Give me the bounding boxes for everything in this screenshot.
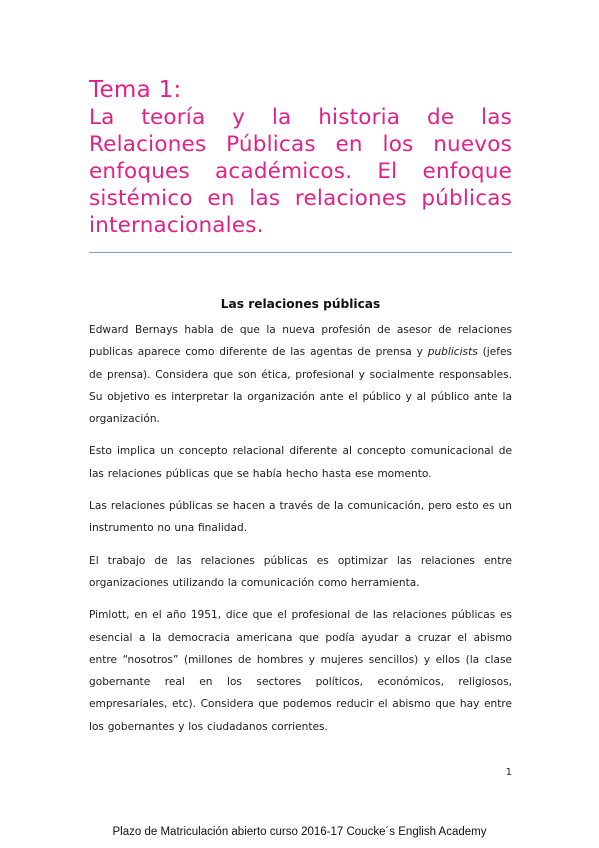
page-footer: Plazo de Matriculación abierto curso 2016-17 Coucke´s English Academy [112, 826, 487, 838]
emphasis-text: publicists [427, 346, 478, 359]
paragraph: Pimlott, en el año 1951, dice que el profesional de las relaciones públicas es esencial a la democracia americana que podía ayudar a cruzar el abismo entre “nosotros” (millones de hombres y mujeres sencillos) y ellos (la clase gobernante real en los sectores políticos, económicos, religiosos, empresariales, etc). Considera que podemos reducir el abismo que hay entre los gobernantes y los ciudadanos corrientes. [89, 609, 512, 733]
body-text [89, 319, 512, 748]
paragraph [89, 319, 512, 430]
page-number: 1 [505, 767, 512, 778]
section-heading: Las relaciones públicas [220, 297, 381, 311]
title-block [89, 76, 512, 239]
page-title: La teoría y la historia de las Relaciones Públicas en los nuevos enfoques académicos. El enfoque sistémico en las relaciones públicas internacionales. [89, 105, 512, 238]
title-divider [89, 252, 512, 253]
paragraph-text: (jefes de prensa). Considera que son ética, profesional y socialmente responsables. Su objetivo es interpretar la organización ante el público y al público ante la organización. [89, 346, 512, 426]
paragraph-text: Edward Bernays habla de que la nueva profesión de asesor de relaciones publicas aparece como diferente de las agentas de prensa y [89, 324, 512, 359]
paragraph: El trabajo de las relaciones públicas es optimizar las relaciones entre organizaciones utilizando la comunicación como herramienta. [89, 554, 512, 589]
paragraph: Esto implica un concepto relacional diferente al concepto comunicacional de las relaciones públicas que se había hecho hasta ese momento. [89, 445, 512, 480]
topic-number: Tema 1: [89, 77, 182, 103]
paragraph: Las relaciones públicas se hacen a través de la comunicación, pero esto es un instrumento no una finalidad. [89, 500, 512, 535]
